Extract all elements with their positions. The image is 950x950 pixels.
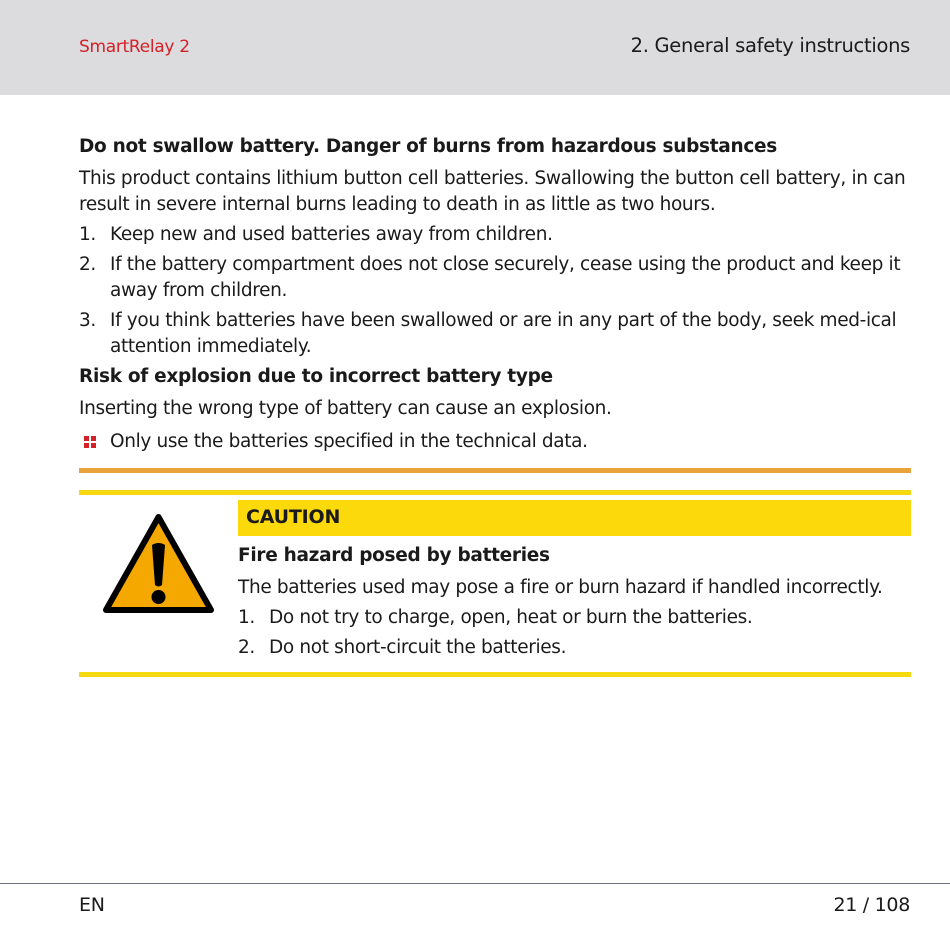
warning-triangle-icon [102, 513, 215, 614]
explosion-bullet [79, 429, 911, 455]
caution-intro: The batteries used may pose a fire or burn hazard if handled incorrectly. [238, 577, 883, 598]
section-title: 2. General safety instructions [630, 34, 910, 57]
list-number: 1. [79, 224, 96, 245]
list-item [238, 605, 911, 631]
caution-banner [238, 500, 911, 536]
swallow-steps [79, 222, 911, 360]
list-text: Do not try to charge, open, heat or burn the batteries. [269, 607, 753, 628]
list-text: Keep new and used batteries away from children. [110, 224, 553, 245]
square-bullet-icon [84, 436, 96, 448]
bullet-text: Only use the batteries specified in the technical data. [110, 431, 588, 452]
caution-label: CAUTION [246, 506, 341, 528]
list-number: 2. [79, 254, 96, 275]
caution-body [238, 543, 911, 665]
explosion-intro: Inserting the wrong type of battery can cause an explosion. [79, 398, 612, 419]
swallow-intro: This product contains lithium button cell batteries. Swallowing the button cell battery, in can result in severe internal burns leading to death in as little as two hours. [79, 168, 906, 215]
page-number: 21 / 108 [833, 894, 910, 916]
caution-top-rule [79, 490, 911, 495]
list-item [238, 635, 911, 661]
list-number: 3. [79, 310, 96, 331]
list-number: 1. [238, 607, 255, 628]
section-divider [79, 468, 911, 473]
swallow-heading: Do not swallow battery. Danger of burns from hazardous substances [79, 136, 777, 157]
list-text: If you think batteries have been swallowed or are in any part of the body, seek med-ical attention immediately. [110, 310, 897, 357]
list-item [79, 308, 911, 360]
list-item [79, 222, 911, 248]
explosion-heading: Risk of explosion due to incorrect battery type [79, 366, 553, 387]
footer-divider [0, 883, 950, 884]
list-number: 2. [238, 637, 255, 658]
language-code: EN [79, 894, 105, 916]
caution-heading: Fire hazard posed by batteries [238, 545, 550, 566]
list-text: Do not short-circuit the batteries. [269, 637, 567, 658]
main-content [79, 134, 911, 455]
list-item [79, 252, 911, 304]
page-header [0, 0, 950, 95]
product-name: SmartRelay 2 [79, 37, 190, 57]
caution-steps [238, 605, 911, 661]
caution-bottom-rule [79, 672, 911, 677]
list-text: If the battery compartment does not close securely, cease using the product and keep it away from children. [110, 254, 901, 301]
